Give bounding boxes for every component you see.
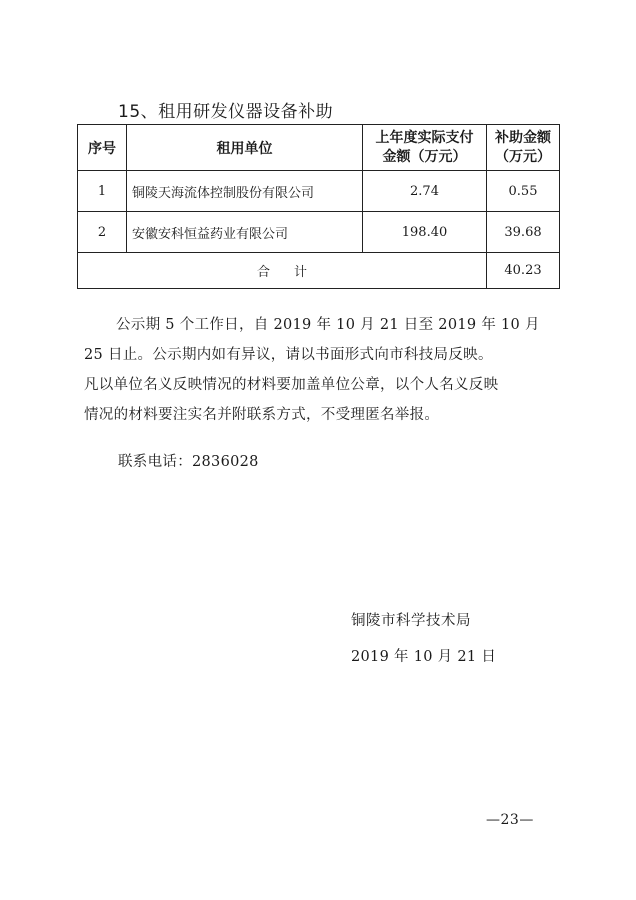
total-label: 合计 (78, 253, 487, 289)
notice-line: 情况的材料要注实名并附联系方式，不受理匿名举报。 (84, 407, 440, 423)
row-paid: 2.74 (363, 171, 487, 212)
subsidy-table (77, 124, 560, 289)
signature-date: 2019 年 10 月 21 日 (351, 649, 497, 665)
page-number: —23— (486, 812, 534, 828)
row-unit: 铜陵天海流体控制股份有限公司 (127, 171, 363, 212)
notice-line: 凡以单位名义反映情况的材料要加盖单位公章，以个人名义反映 (84, 377, 499, 393)
notice-paragraph (84, 310, 564, 430)
signature-org: 铜陵市科学技术局 (351, 613, 471, 629)
table-row (78, 212, 560, 253)
header-subsidy-line1: 补助金额 (495, 129, 551, 146)
header-subsidy-line2: （万元） (495, 148, 551, 165)
notice-line: 公示期 5 个工作日，自 2019 年 10 月 21 日至 2019 年 10 月 (116, 317, 540, 333)
header-index: 序号 (78, 125, 127, 171)
header-paid (363, 125, 487, 171)
total-value: 40.23 (487, 253, 560, 289)
table-header-row (78, 125, 560, 171)
row-unit: 安徽安科恒益药业有限公司 (127, 212, 363, 253)
row-subsidy: 0.55 (487, 171, 560, 212)
header-paid-line1: 上年度实际支付 (375, 129, 474, 146)
row-paid: 198.40 (363, 212, 487, 253)
section-title: 15、租用研发仪器设备补助 (118, 102, 334, 122)
row-index: 1 (78, 171, 127, 212)
table-total-row (78, 253, 560, 289)
header-subsidy (487, 125, 560, 171)
row-index: 2 (78, 212, 127, 253)
header-unit: 租用单位 (127, 125, 363, 171)
notice-line: 25 日止。公示期内如有异议，请以书面形式向市科技局反映。 (84, 347, 493, 363)
row-subsidy: 39.68 (487, 212, 560, 253)
contact-phone: 联系电话：2836028 (118, 454, 259, 470)
table-row (78, 171, 560, 212)
header-paid-line2: 金额（万元） (382, 148, 467, 165)
